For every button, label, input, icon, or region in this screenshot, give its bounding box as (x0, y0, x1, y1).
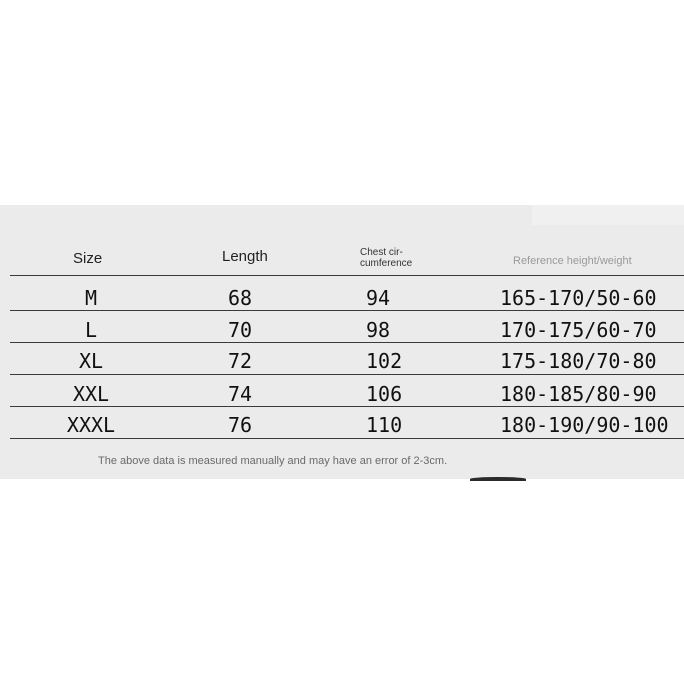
header-chest-line2: cumference (360, 258, 413, 269)
panel-shade (532, 205, 684, 225)
cell-reference: 165-170/50-60 (500, 286, 657, 310)
cell-chest: 106 (366, 382, 403, 406)
table-row (0, 314, 684, 344)
cell-chest: 94 (366, 286, 391, 310)
cell-reference: 175-180/70-80 (500, 349, 657, 373)
cell-size: M (84, 286, 98, 310)
cell-length: 74 (228, 382, 253, 406)
header-size: Size (73, 250, 103, 267)
decorative-mark (470, 477, 526, 481)
measurement-note: The above data is measured manually and may have an error of 2-3cm. (98, 455, 448, 467)
cell-length: 76 (228, 413, 253, 437)
cell-length: 72 (228, 349, 253, 373)
header-reference-height-weight: Reference height/weight (513, 255, 632, 267)
cell-reference: 180-185/80-90 (500, 382, 657, 406)
table-row (0, 409, 684, 439)
cell-length: 68 (228, 286, 253, 310)
cell-size: XXL (72, 382, 110, 406)
table-row (0, 282, 684, 312)
header-chest-line1: Chest cir- (360, 247, 403, 258)
header-chest-circumference (360, 247, 412, 269)
table-row (0, 378, 684, 408)
cell-chest: 110 (366, 413, 403, 437)
header-length: Length (222, 248, 268, 265)
cell-size: L (84, 318, 98, 342)
cell-size: XXXL (66, 413, 116, 437)
cell-size: XL (78, 349, 104, 373)
cell-reference: 180-190/90-100 (500, 413, 669, 437)
cell-chest: 98 (366, 318, 391, 342)
cell-reference: 170-175/60-70 (500, 318, 657, 342)
table-row (0, 345, 684, 375)
cell-length: 70 (228, 318, 253, 342)
row-divider (10, 275, 684, 276)
cell-chest: 102 (366, 349, 403, 373)
